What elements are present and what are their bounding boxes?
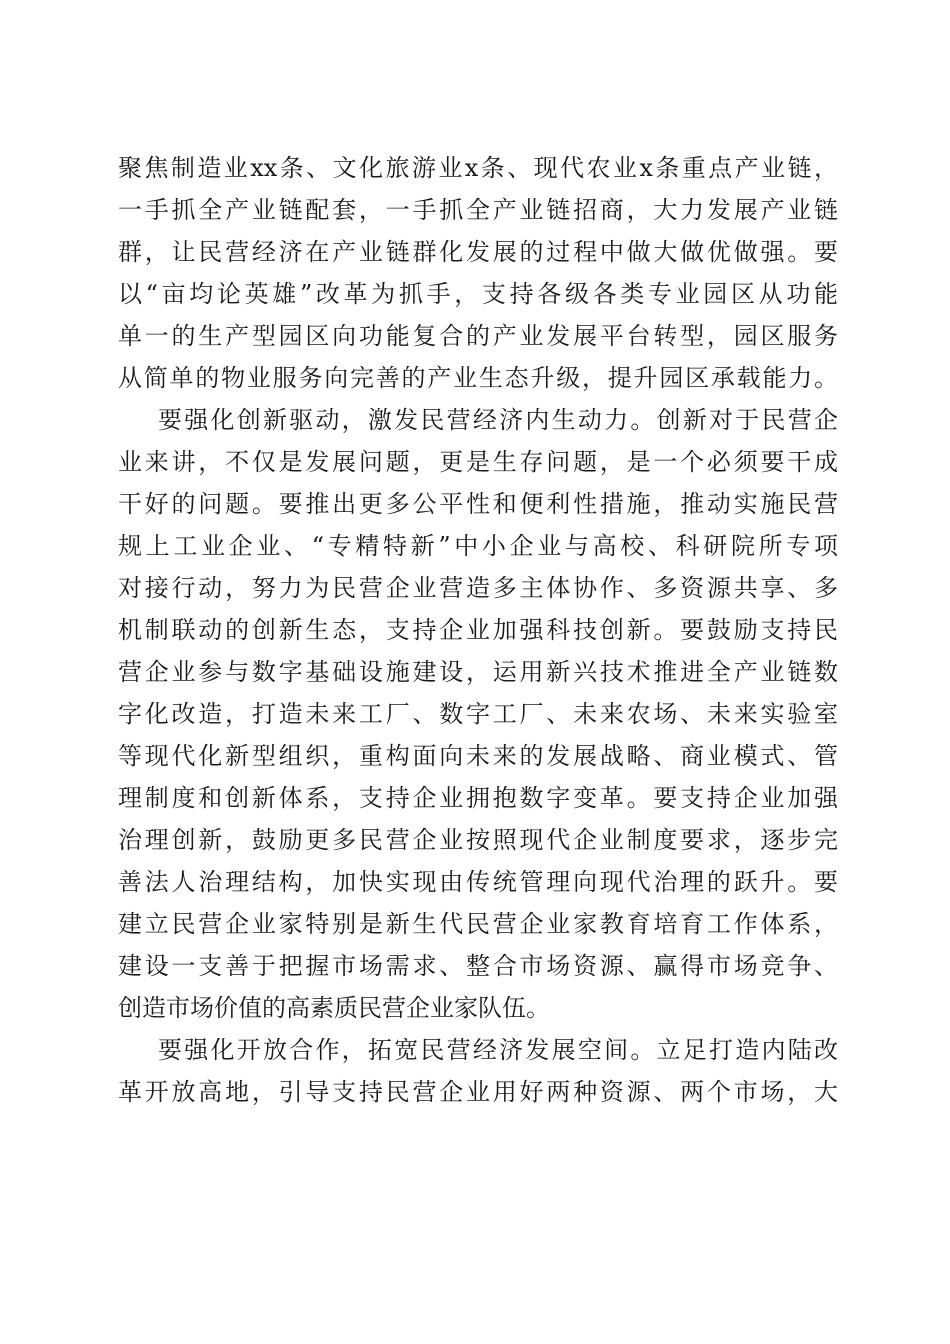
- text-line: 善法人治理结构，加快实现由传统管理向现代治理的跃升。要: [118, 868, 838, 896]
- text-line: 等现代化新型组织，重构面向未来的发展战略、商业模式、管: [118, 742, 838, 770]
- text-line: 对接行动，努力为民营企业营造多主体协作、多资源共享、多: [118, 574, 838, 602]
- text-line: 单一的生产型园区向功能复合的产业发展平台转型，园区服务: [118, 322, 838, 350]
- text-line: 从简单的物业服务向完善的产业生态升级，提升园区承载能力。: [118, 364, 838, 392]
- paragraph-end-line: 创造市场价值的高素质民营企业家队伍。: [118, 994, 550, 1022]
- text-line: 革开放高地，引导支持民营企业用好两种资源、两个市场，大: [118, 1078, 838, 1106]
- text-line: 建立民营企业家特别是新生代民营企业家教育培育工作体系，: [118, 910, 838, 938]
- text-line: 一手抓全产业链配套，一手抓全产业链招商，大力发展产业链: [118, 196, 838, 224]
- text-line: 干好的问题。要推出更多公平性和便利性措施，推动实施民营: [118, 490, 838, 518]
- body-text: [118, 147, 838, 1113]
- text-line: 机制联动的创新生态，支持企业加强科技创新。要鼓励支持民: [118, 616, 838, 644]
- text-line: 治理创新，鼓励更多民营企业按照现代企业制度要求，逐步完: [118, 826, 838, 854]
- text-line: 规上工业企业、“专精特新”中小企业与高校、科研院所专项: [118, 532, 838, 560]
- text-line: 以“亩均论英雄”改革为抓手，支持各级各类专业园区从功能: [118, 280, 838, 308]
- text-line: 聚焦制造业xx条、文化旅游业x条、现代农业x条重点产业链，: [118, 154, 838, 182]
- paragraph-start-line: 要强化创新驱动，激发民营经济内生动力。创新对于民营企: [158, 406, 838, 434]
- text-line: 业来讲，不仅是发展问题，更是生存问题，是一个必须要干成: [118, 448, 838, 476]
- text-line: 字化改造，打造未来工厂、数字工厂、未来农场、未来实验室: [118, 700, 838, 728]
- text-line: 营企业参与数字基础设施建设，运用新兴技术推进全产业链数: [118, 658, 838, 686]
- text-line: 理制度和创新体系，支持企业拥抱数字变革。要支持企业加强: [118, 784, 838, 812]
- text-line: 群，让民营经济在产业链群化发展的过程中做大做优做强。要: [118, 238, 838, 266]
- paragraph-start-line: 要强化开放合作，拓宽民营经济发展空间。立足打造内陆改: [158, 1036, 838, 1064]
- text-line: 建设一支善于把握市场需求、整合市场资源、赢得市场竞争、: [118, 952, 838, 980]
